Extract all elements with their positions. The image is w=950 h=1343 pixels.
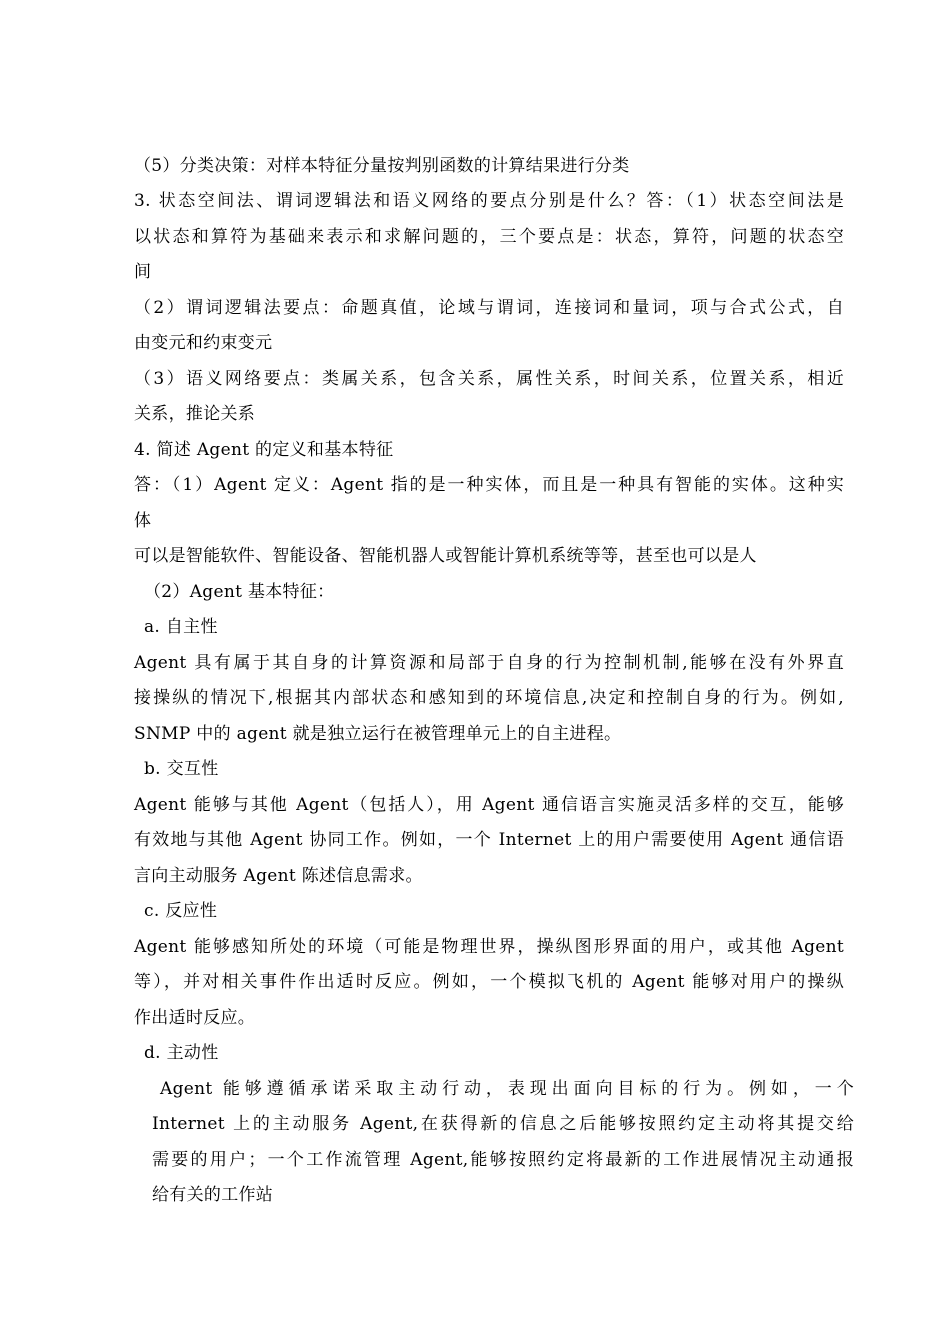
feature-a-line-3: SNMP 中的 agent 就是独立运行在被管理单元上的自主进程。 — [134, 724, 622, 744]
semantic-network-line-2: 关系，推论关系 — [134, 404, 256, 424]
agent-definition-line-2: 体 — [134, 511, 152, 531]
feature-d-line-3: 需要的用户；一个工作流管理 Agent,能够按照约定将最新的工作进展情况主动通报 — [152, 1150, 854, 1170]
agent-definition-line-1: 答：（1）Agent 定义：Agent 指的是一种实体，而且是一种具有智能的实体。这种实 — [134, 475, 844, 495]
feature-a-line-2: 接操纵的情况下,根据其内部状态和感知到的环境信息,决定和控制自身的行为。例如, — [134, 688, 844, 708]
feature-a-line-1: Agent 具有属于其自身的计算资源和局部于自身的行为控制机制,能够在没有外界直 — [134, 653, 844, 673]
feature-a-heading: a. 自主性 — [144, 617, 218, 637]
feature-c-line-3: 作出适时反应。 — [134, 1008, 256, 1028]
semantic-network-line-1: （3）语义网络要点：类属关系，包含关系，属性关系，时间关系，位置关系，相近 — [134, 369, 844, 389]
feature-b-line-2: 有效地与其他 Agent 协同工作。例如，一个 Internet 上的用户需要使用 Agent 通信语 — [134, 830, 844, 850]
feature-d-line-2: Internet 上的主动服务 Agent,在获得新的信息之后能够按照约定主动将其提交给 — [152, 1114, 854, 1134]
feature-c-line-1: Agent 能够感知所处的环境（可能是物理世界，操纵图形界面的用户，或其他 Agent — [134, 937, 844, 957]
agent-features-heading: （2）Agent 基本特征： — [144, 582, 335, 602]
question-3-line-3: 间 — [134, 262, 152, 282]
question-3-line-1: 3. 状态空间法、谓词逻辑法和语义网络的要点分别是什么？答：（1）状态空间法是 — [134, 191, 844, 211]
feature-c-heading: c. 反应性 — [144, 901, 218, 921]
feature-c-line-2: 等），并对相关事件作出适时反应。例如，一个模拟飞机的 Agent 能够对用户的操纵 — [134, 972, 844, 992]
question-3-line-2: 以状态和算符为基础来表示和求解问题的，三个要点是：状态，算符，问题的状态空 — [134, 227, 844, 247]
feature-b-heading: b. 交互性 — [144, 759, 219, 779]
predicate-logic-line-2: 由变元和约束变元 — [134, 333, 273, 353]
agent-definition-line-3: 可以是智能软件、智能设备、智能机器人或智能计算机系统等等，甚至也可以是人 — [134, 546, 757, 566]
feature-d-line-4: 给有关的工作站 — [152, 1185, 274, 1205]
predicate-logic-line-1: （2）谓词逻辑法要点：命题真值，论域与谓词，连接词和量词，项与合式公式，自 — [134, 298, 844, 318]
feature-d-heading: d. 主动性 — [144, 1043, 219, 1063]
question-4-heading: 4. 简述 Agent 的定义和基本特征 — [134, 440, 394, 460]
feature-b-line-1: Agent 能够与其他 Agent（包括人），用 Agent 通信语言实施灵活多样的交互，能够 — [134, 795, 844, 815]
text-line-1: （5）分类决策：对样本特征分量按判别函数的计算结果进行分类 — [134, 156, 630, 176]
feature-b-line-3: 言向主动服务 Agent 陈述信息需求。 — [134, 866, 423, 886]
feature-d-line-1: Agent 能够遵循承诺采取主动行动，表现出面向目标的行为。例如，一个 — [160, 1079, 854, 1099]
